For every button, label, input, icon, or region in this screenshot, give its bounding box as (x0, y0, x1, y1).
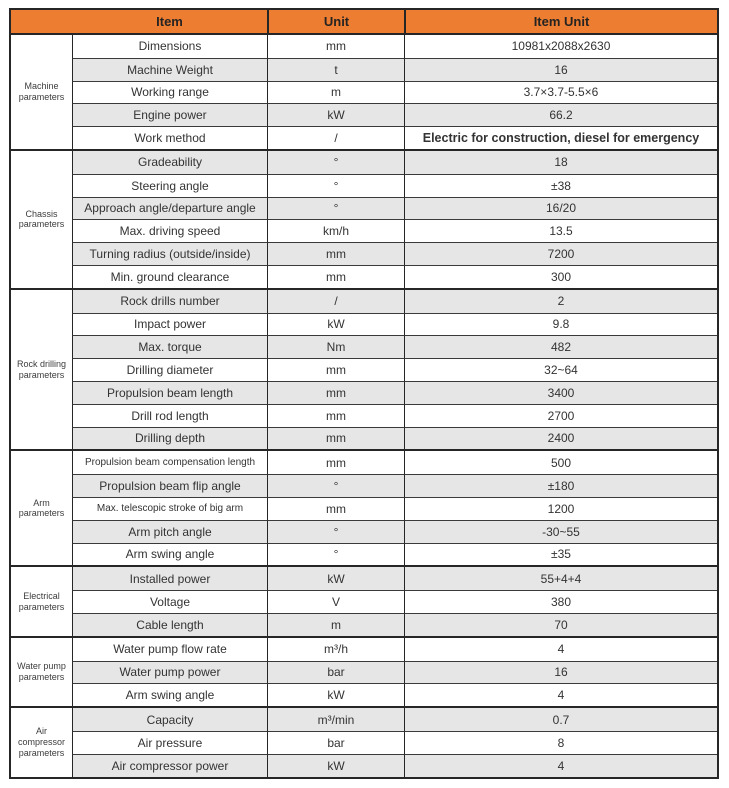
param-group (11, 288, 717, 450)
spec-item-name: Arm swing angle (72, 683, 267, 706)
spec-item-name: Machine Weight (72, 58, 267, 81)
spec-value: 500 (404, 451, 717, 474)
spec-unit: Nm (267, 335, 404, 358)
spec-value: 2400 (404, 427, 717, 450)
spec-item-name: Propulsion beam length (72, 381, 267, 404)
spec-unit: m (267, 613, 404, 636)
spec-item-name: Capacity (72, 708, 267, 731)
spec-item-name: Air compressor power (72, 754, 267, 777)
spec-value: 16 (404, 58, 717, 81)
spec-value: Electric for construction, diesel for emergency (404, 126, 717, 149)
spec-unit: ° (267, 174, 404, 197)
spec-item-name: Impact power (72, 313, 267, 336)
spec-value: 300 (404, 265, 717, 288)
group-label: Chassis parameters (11, 151, 72, 288)
spec-item-name: Propulsion beam flip angle (72, 474, 267, 497)
spec-unit: / (267, 290, 404, 313)
spec-item-name: Cable length (72, 613, 267, 636)
spec-value: 4 (404, 754, 717, 777)
spec-value: 8 (404, 731, 717, 754)
spec-value: 2700 (404, 404, 717, 427)
group-label: Arm parameters (11, 451, 72, 565)
spec-unit: km/h (267, 219, 404, 242)
spec-value: 70 (404, 613, 717, 636)
spec-item-name: Gradeability (72, 151, 267, 174)
spec-item-name: Work method (72, 126, 267, 149)
spec-value: 16 (404, 661, 717, 684)
spec-unit: kW (267, 567, 404, 590)
spec-item-name: Engine power (72, 103, 267, 126)
spec-item-name: Rock drills number (72, 290, 267, 313)
group-label: Water pump parameters (11, 638, 72, 706)
spec-value: 16/20 (404, 197, 717, 220)
spec-value: 13.5 (404, 219, 717, 242)
spec-value: ±180 (404, 474, 717, 497)
spec-value: 3400 (404, 381, 717, 404)
spec-unit: mm (267, 451, 404, 474)
spec-item-name: Air pressure (72, 731, 267, 754)
spec-value: 4 (404, 683, 717, 706)
spec-item-name: Drill rod length (72, 404, 267, 427)
spec-item-name: Drilling depth (72, 427, 267, 450)
spec-item-name: Voltage (72, 590, 267, 613)
spec-item-name: Max. driving speed (72, 219, 267, 242)
spec-value: 66.2 (404, 103, 717, 126)
param-group (11, 565, 717, 635)
spec-value: 1200 (404, 497, 717, 520)
spec-value: ±35 (404, 543, 717, 566)
spec-unit: m³/h (267, 638, 404, 661)
spec-unit: mm (267, 242, 404, 265)
spec-unit: bar (267, 661, 404, 684)
spec-value: 55+4+4 (404, 567, 717, 590)
spec-table (9, 8, 719, 779)
spec-value: 18 (404, 151, 717, 174)
spec-unit: / (267, 126, 404, 149)
group-label: Machine parameters (11, 35, 72, 149)
spec-unit: V (267, 590, 404, 613)
spec-item-name: Turning radius (outside/inside) (72, 242, 267, 265)
spec-item-name: Arm pitch angle (72, 520, 267, 543)
spec-unit: kW (267, 313, 404, 336)
param-group (11, 33, 717, 149)
spec-unit: ° (267, 474, 404, 497)
spec-value: 4 (404, 638, 717, 661)
group-label: Electrical parameters (11, 567, 72, 635)
spec-unit: ° (267, 151, 404, 174)
spec-value: 32~64 (404, 358, 717, 381)
spec-unit: mm (267, 265, 404, 288)
spec-item-name: Installed power (72, 567, 267, 590)
spec-item-name: Arm swing angle (72, 543, 267, 566)
spec-item-name: Max. torque (72, 335, 267, 358)
spec-unit: ° (267, 520, 404, 543)
spec-value: 7200 (404, 242, 717, 265)
spec-unit: mm (267, 497, 404, 520)
spec-value: 0.7 (404, 708, 717, 731)
spec-value: ±38 (404, 174, 717, 197)
spec-value: 380 (404, 590, 717, 613)
spec-value: 9.8 (404, 313, 717, 336)
spec-item-name: Approach angle/departure angle (72, 197, 267, 220)
spec-item-name: Working range (72, 81, 267, 104)
spec-item-name: Propulsion beam compensation length (72, 451, 267, 474)
param-group (11, 706, 717, 776)
header-unit: Unit (267, 10, 404, 33)
spec-unit: mm (267, 381, 404, 404)
spec-unit: m³/min (267, 708, 404, 731)
spec-unit: m (267, 81, 404, 104)
spec-unit: ° (267, 197, 404, 220)
spec-value: 2 (404, 290, 717, 313)
table-body (11, 33, 717, 777)
spec-value: 3.7×3.7-5.5×6 (404, 81, 717, 104)
param-group (11, 149, 717, 288)
spec-item-name: Max. telescopic stroke of big arm (72, 497, 267, 520)
group-label: Air compressor parameters (11, 708, 72, 776)
header-item-unit: Item Unit (404, 10, 717, 33)
table-header-row (11, 10, 717, 33)
spec-unit: t (267, 58, 404, 81)
spec-unit: kW (267, 103, 404, 126)
param-group (11, 449, 717, 565)
spec-value: 482 (404, 335, 717, 358)
spec-value: -30~55 (404, 520, 717, 543)
spec-item-name: Dimensions (72, 35, 267, 58)
spec-value: 10981x2088x2630 (404, 35, 717, 58)
spec-unit: mm (267, 404, 404, 427)
group-label: Rock drilling parameters (11, 290, 72, 450)
spec-unit: kW (267, 683, 404, 706)
spec-unit: mm (267, 35, 404, 58)
spec-unit: bar (267, 731, 404, 754)
spec-unit: mm (267, 427, 404, 450)
spec-item-name: Drilling diameter (72, 358, 267, 381)
spec-unit: mm (267, 358, 404, 381)
spec-item-name: Min. ground clearance (72, 265, 267, 288)
param-group (11, 636, 717, 706)
spec-item-name: Water pump power (72, 661, 267, 684)
spec-item-name: Steering angle (72, 174, 267, 197)
spec-item-name: Water pump flow rate (72, 638, 267, 661)
spec-unit: ° (267, 543, 404, 566)
spec-unit: kW (267, 754, 404, 777)
header-item: Item (156, 14, 183, 29)
